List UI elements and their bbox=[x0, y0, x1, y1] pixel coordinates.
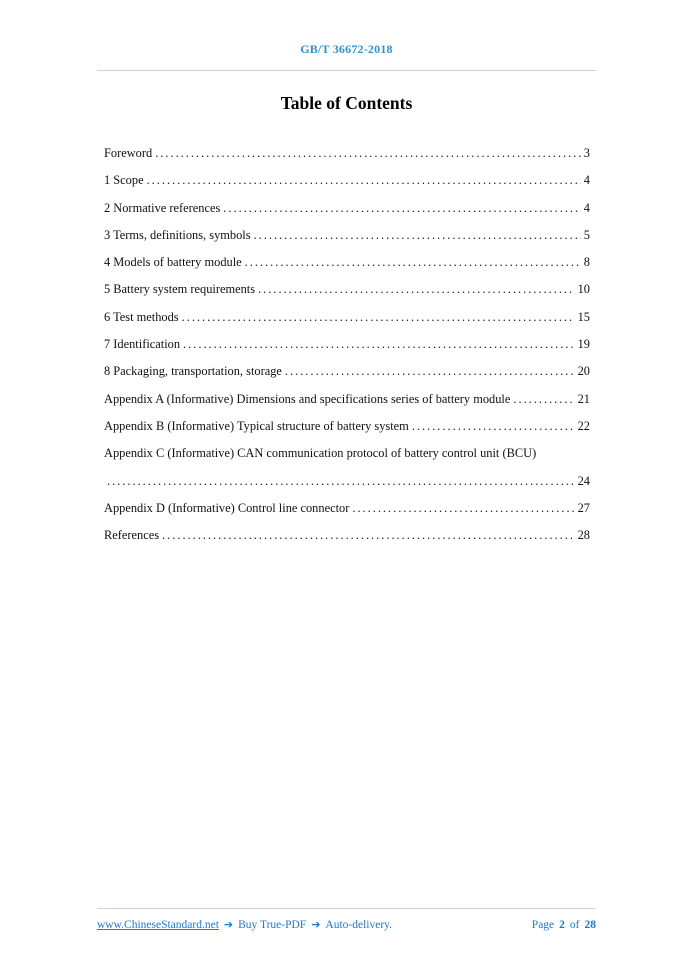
toc-dot-leader bbox=[162, 528, 575, 543]
toc-page-number: 21 bbox=[577, 391, 590, 406]
toc-page-number: 22 bbox=[577, 418, 590, 433]
toc-page-number: 8 bbox=[583, 255, 590, 270]
page-title: Table of Contents bbox=[280, 93, 413, 113]
doc-number: GB/T 36672-2018 bbox=[300, 42, 393, 56]
toc-dot-leader bbox=[182, 310, 575, 325]
toc-entry-label: Foreword bbox=[104, 146, 153, 160]
toc-page-number: 5 bbox=[583, 227, 590, 242]
toc-dot-leader bbox=[258, 282, 575, 297]
toc-row-models-battery-module bbox=[104, 255, 590, 282]
toc-page-number: 28 bbox=[577, 528, 590, 543]
page-header bbox=[97, 0, 596, 71]
footer-website-link[interactable]: www.ChineseStandard.net bbox=[97, 919, 219, 931]
toc-dot-leader bbox=[254, 228, 581, 243]
toc-row-appendix-b bbox=[104, 419, 590, 446]
toc-entry-label: 7 Identification bbox=[104, 337, 181, 352]
toc-row-test-methods bbox=[104, 310, 590, 337]
toc-dot-leader bbox=[285, 364, 575, 379]
toc-entry-label: 8 Packaging, transportation, storage bbox=[104, 364, 282, 379]
toc-list bbox=[104, 146, 590, 555]
arrow-right-icon: ➔ bbox=[311, 918, 321, 931]
current-page-number: 2 bbox=[559, 919, 565, 931]
page-footer bbox=[97, 908, 596, 931]
toc-entry-label: 4 Models of battery module bbox=[104, 255, 242, 270]
toc-row-battery-system-requirements bbox=[104, 282, 590, 309]
toc-row-scope bbox=[104, 173, 590, 200]
toc-entry-label: 1 Scope bbox=[104, 173, 144, 188]
toc-entry-label: References bbox=[104, 528, 160, 543]
toc-dot-leader bbox=[513, 392, 574, 407]
toc-row-normative-references bbox=[104, 201, 590, 228]
toc-row-appendix-c-line1 bbox=[104, 446, 590, 473]
toc-page-number: 4 bbox=[583, 173, 590, 188]
toc-dot-leader bbox=[245, 255, 581, 270]
toc-row-appendix-c-line2 bbox=[104, 474, 590, 501]
toc-entry-label: 2 Normative references bbox=[104, 200, 221, 215]
footer-delivery-text: Auto-delivery. bbox=[325, 919, 393, 931]
toc-entry-label: Appendix D (Informative) Control line connector bbox=[104, 500, 350, 515]
toc-page-number: 27 bbox=[577, 500, 590, 515]
footer-branding bbox=[97, 918, 392, 931]
toc-page-number: 10 bbox=[577, 282, 590, 297]
toc-page-number: 19 bbox=[577, 337, 590, 352]
toc-page-number: 4 bbox=[583, 200, 590, 215]
toc-row-packaging-transportation bbox=[104, 364, 590, 391]
toc-entry-label: Appendix C (Informative) CAN communication protocol of battery control unit (BCU) bbox=[104, 446, 537, 461]
toc-dot-leader bbox=[155, 146, 581, 161]
toc-page-number: 3 bbox=[583, 146, 590, 160]
toc-dot-leader bbox=[412, 419, 575, 434]
footer-buy-text: Buy True-PDF bbox=[238, 919, 307, 931]
total-page-number: 28 bbox=[584, 919, 596, 931]
toc-page-number: 20 bbox=[577, 364, 590, 379]
toc-row-appendix-a bbox=[104, 392, 590, 419]
toc-entry-label: Appendix B (Informative) Typical structure of battery system bbox=[104, 418, 409, 433]
toc-dot-leader bbox=[147, 173, 581, 188]
toc-row-appendix-d bbox=[104, 501, 590, 528]
toc-dot-leader bbox=[352, 501, 574, 516]
page-indicator bbox=[532, 919, 596, 931]
toc-entry-label: Appendix A (Informative) Dimensions and specifications series of battery module bbox=[104, 391, 511, 406]
toc-dot-leader bbox=[223, 201, 581, 216]
toc-row-foreword bbox=[104, 146, 590, 173]
page-word: Page bbox=[531, 919, 555, 931]
toc-entry-label: 3 Terms, definitions, symbols bbox=[104, 227, 251, 242]
toc-entry-label: 5 Battery system requirements bbox=[104, 282, 256, 297]
toc-row-references bbox=[104, 528, 590, 555]
toc-page-number: 24 bbox=[577, 473, 590, 488]
of-word: of bbox=[569, 919, 580, 931]
arrow-right-icon: ➔ bbox=[223, 918, 234, 931]
toc-dot-leader bbox=[183, 337, 575, 352]
toc-dot-leader bbox=[107, 474, 575, 489]
toc-entry-label: 6 Test methods bbox=[104, 309, 179, 324]
toc-row-identification bbox=[104, 337, 590, 364]
toc-row-terms-definitions bbox=[104, 228, 590, 255]
toc-page-number: 15 bbox=[577, 309, 590, 324]
